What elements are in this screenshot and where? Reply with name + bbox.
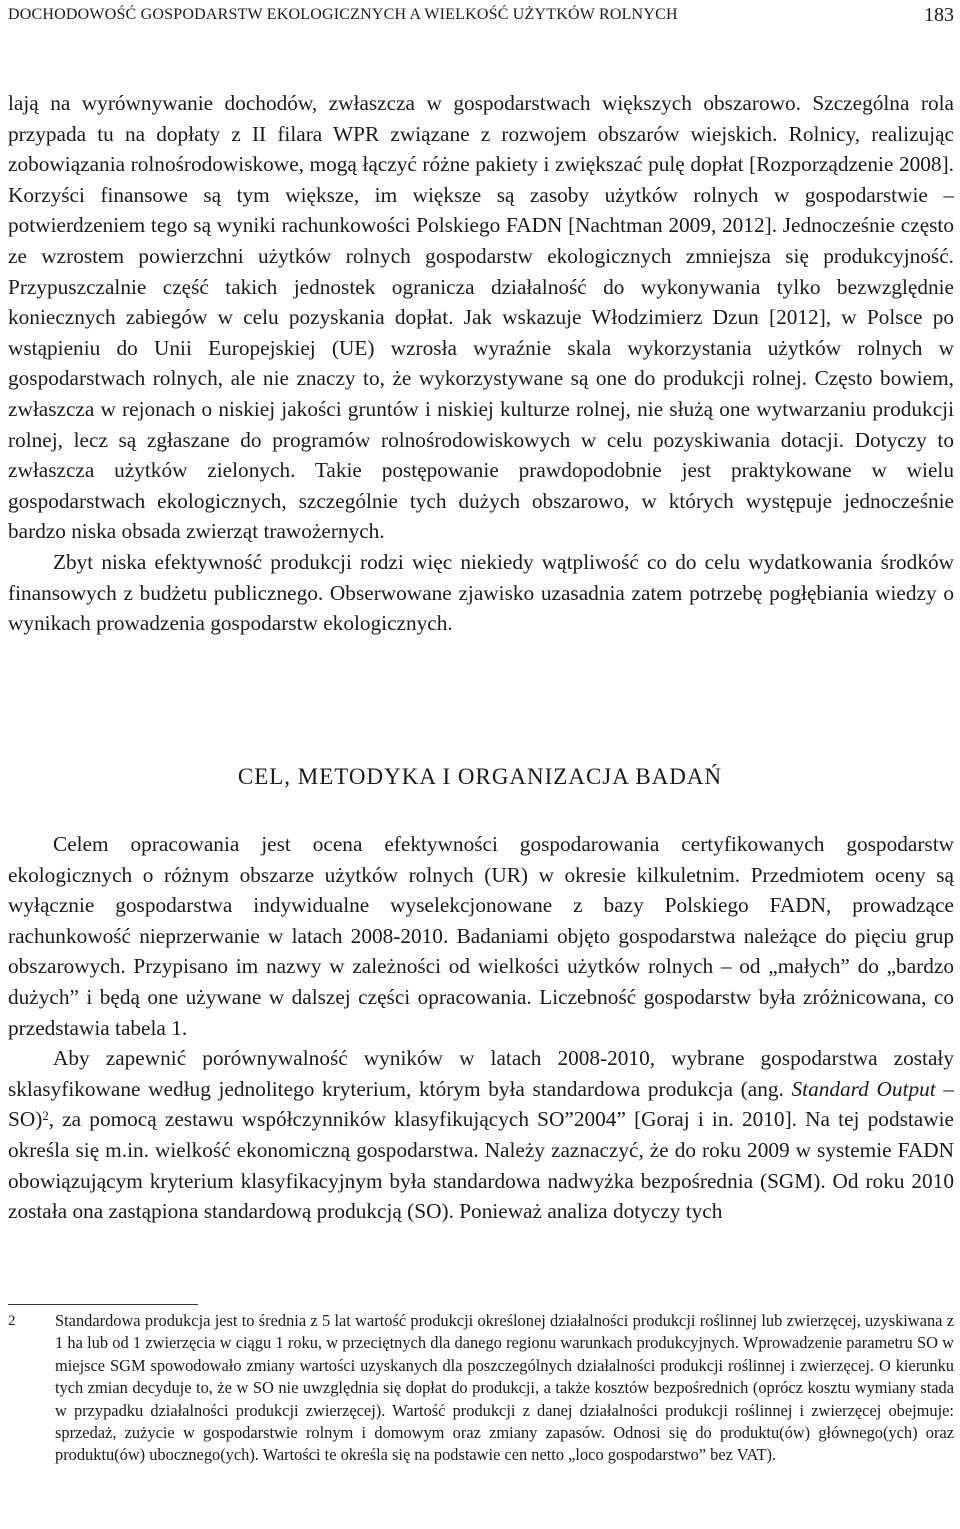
term-italic: Standard Output [791,1076,936,1101]
methods-section [8,829,954,1227]
footnote [8,1310,954,1467]
methods-text: , za pomocą zestawu współczynników klasyfikujących SO”2004” [Goraj i in. 2010]. Na tej podstawie określa się m.in. wielkość ekonomiczną gospodarstwa. Należy zaznaczyć, że do roku 2009 w systemie FADN obowiązującym kryterium klasyfikacyjnym była standardowa nadwyżka bezpośrednia (SGM). Od roku 2010 została ona zastąpiona standardową produkcją (SO). Ponieważ analiza dotyczy tych [8,1107,954,1224]
methods-text: Aby zapewnić porównywalność wyników w latach 2008-2010, wybrane gospodarstwa zostały sklasyfikowane według jednolitego kryterium, którym była standardowa produkcja (ang. [8,1046,954,1101]
methods-paragraph-2 [8,1043,954,1227]
footnote-reference[interactable]: 2 [42,1108,49,1123]
body-text [8,88,954,639]
section-heading: CEL, METODYKA I ORGANIZACJA BADAŃ [237,764,723,789]
methods-paragraph-1: Celem opracowania jest ocena efektywności gospodarowania certyfikowanych gospodarstw ekologicznych o różnym obszarze użytków rolnych (UR) w okresie kilkuletnim. Przedmiotem oceny są wyłącznie gospodarstwa indywidualne wyselekcjonowane z bazy Polskiego FADN, prowadzące rachunkowość nieprzerwanie w latach 2008-2010. Badaniami objęto gospodarstwa należące do pięciu grup obszarowych. Przypisano im nazwy w zależności od wielkości użytków rolnych – od „małych” do „bardzo dużych” i będą one używane w dalszej części opracowania. Liczebność gospodarstw była zróżnicowana, co przedstawia tabela 1. [8,832,954,1040]
paragraph-continued: lają na wyrównywanie dochodów, zwłaszcza w gospodarstwach większych obszarowo. Szczególna rola przypada tu na dopłaty z II filara WPR związane z rozwojem obszarów wiejskich. Rolnicy, realizując zobowiązania rolnośrodowiskowe, mogą łączyć różne pakiety i zwiększać pulę dopłat [Rozporządzenie 2008]. Korzyści finansowe są tym większe, im większe są zasoby użytków rolnych w gospodarstwie – potwierdzeniem tego są wyniki rachunkowości Polskiego FADN [Nachtman 2009, 2012]. Jednocześnie często ze wzrostem powierzchni użytków rolnych gospodarstw ekologicznych zmniejsza się produkcyjność. Przypuszczalnie część takich jednostek ogranicza działalność do wykonywania tylko bezwzględnie koniecznych zabiegów w celu pozyskania dopłat. Jak wskazuje Włodzimierz Dzun [2012], w Polsce po wstąpieniu do Unii Europejskiej (UE) wzrosła wyraźnie skala wykorzystania użytków rolnych w gospodarstwach rolnych, ale nie znaczy to, że wykorzystywane są one do produkcji rolnej. Często bowiem, zwłaszcza w rejonach o niskiej jakości gruntów i niskiej kulturze rolnej, nie służą one wytwarzaniu produkcji rolnej, lecz są zgłaszane do programów rolnośrodowiskowych w celu pozyskiwania dotacji. Dotyczy to zwłaszcza użytków zielonych. Takie postępowanie prawdopodobnie jest praktykowane w wielu gospodarstwach ekologicznych, szczególnie tych dużych obszarowo, w których występuje jednocześnie bardzo niska obsada zwierząt trawożernych. [8,91,954,544]
running-title: DOCHODOWOŚĆ GOSPODARSTW EKOLOGICZNYCH A WIELKOŚĆ UŻYTKÓW ROLNYCH [8,6,678,23]
methods-text: – SO) [8,1076,954,1132]
page-number: 183 [924,3,954,26]
footnote-number: 2 [8,1313,16,1329]
footnote-text: Standardowa produkcja jest to średnia z 5 lat wartość produkcji określonej działalności produkcji roślinnej lub zwierzęcej, uzyskiwana z 1 ha lub od 1 zwierzęcia w ciągu 1 roku, w przeciętnych dla danego regionu warunkach produkcyjnych. Wprowadzenie parametru SO w miejsce SGM spowodowało zmiany wartości uzyskanych dla poszczególnych działalności produkcji roślinnej i zwierzęcej. O kierunku tych zmian decyduje to, że w SO nie uwzględnia się dopłat do produkcji, a także kosztów bezpośrednich (oprócz kosztu wymiany stada w przypadku działalności produkcji zwierzęcej). Wartość produkcji z danej działalności produkcji roślinnej i zwierzęcej obejmuje: sprzedaż, zużycie w gospodarstwie rolnym i domowym oraz zmiany zapasów. Odnosi się do produktu(ów) głównego(ych) oraz produktu(ów) ubocznego(ych). Wartości te określa się na podstawie cen netto „loco gospodarstwo” bez VAT). [55,1311,954,1465]
paragraph: Zbyt niska efektywność produkcji rodzi więc niekiedy wątpliwość co do celu wydatkowania środków finansowych z budżetu publicznego. Obserwowane zjawisko uzasadnia zatem potrzebę pogłębiania wiedzy o wynikach prowadzenia gospodarstw ekologicznych. [8,549,954,636]
footnote-divider [8,1304,198,1305]
page-header [8,0,954,30]
